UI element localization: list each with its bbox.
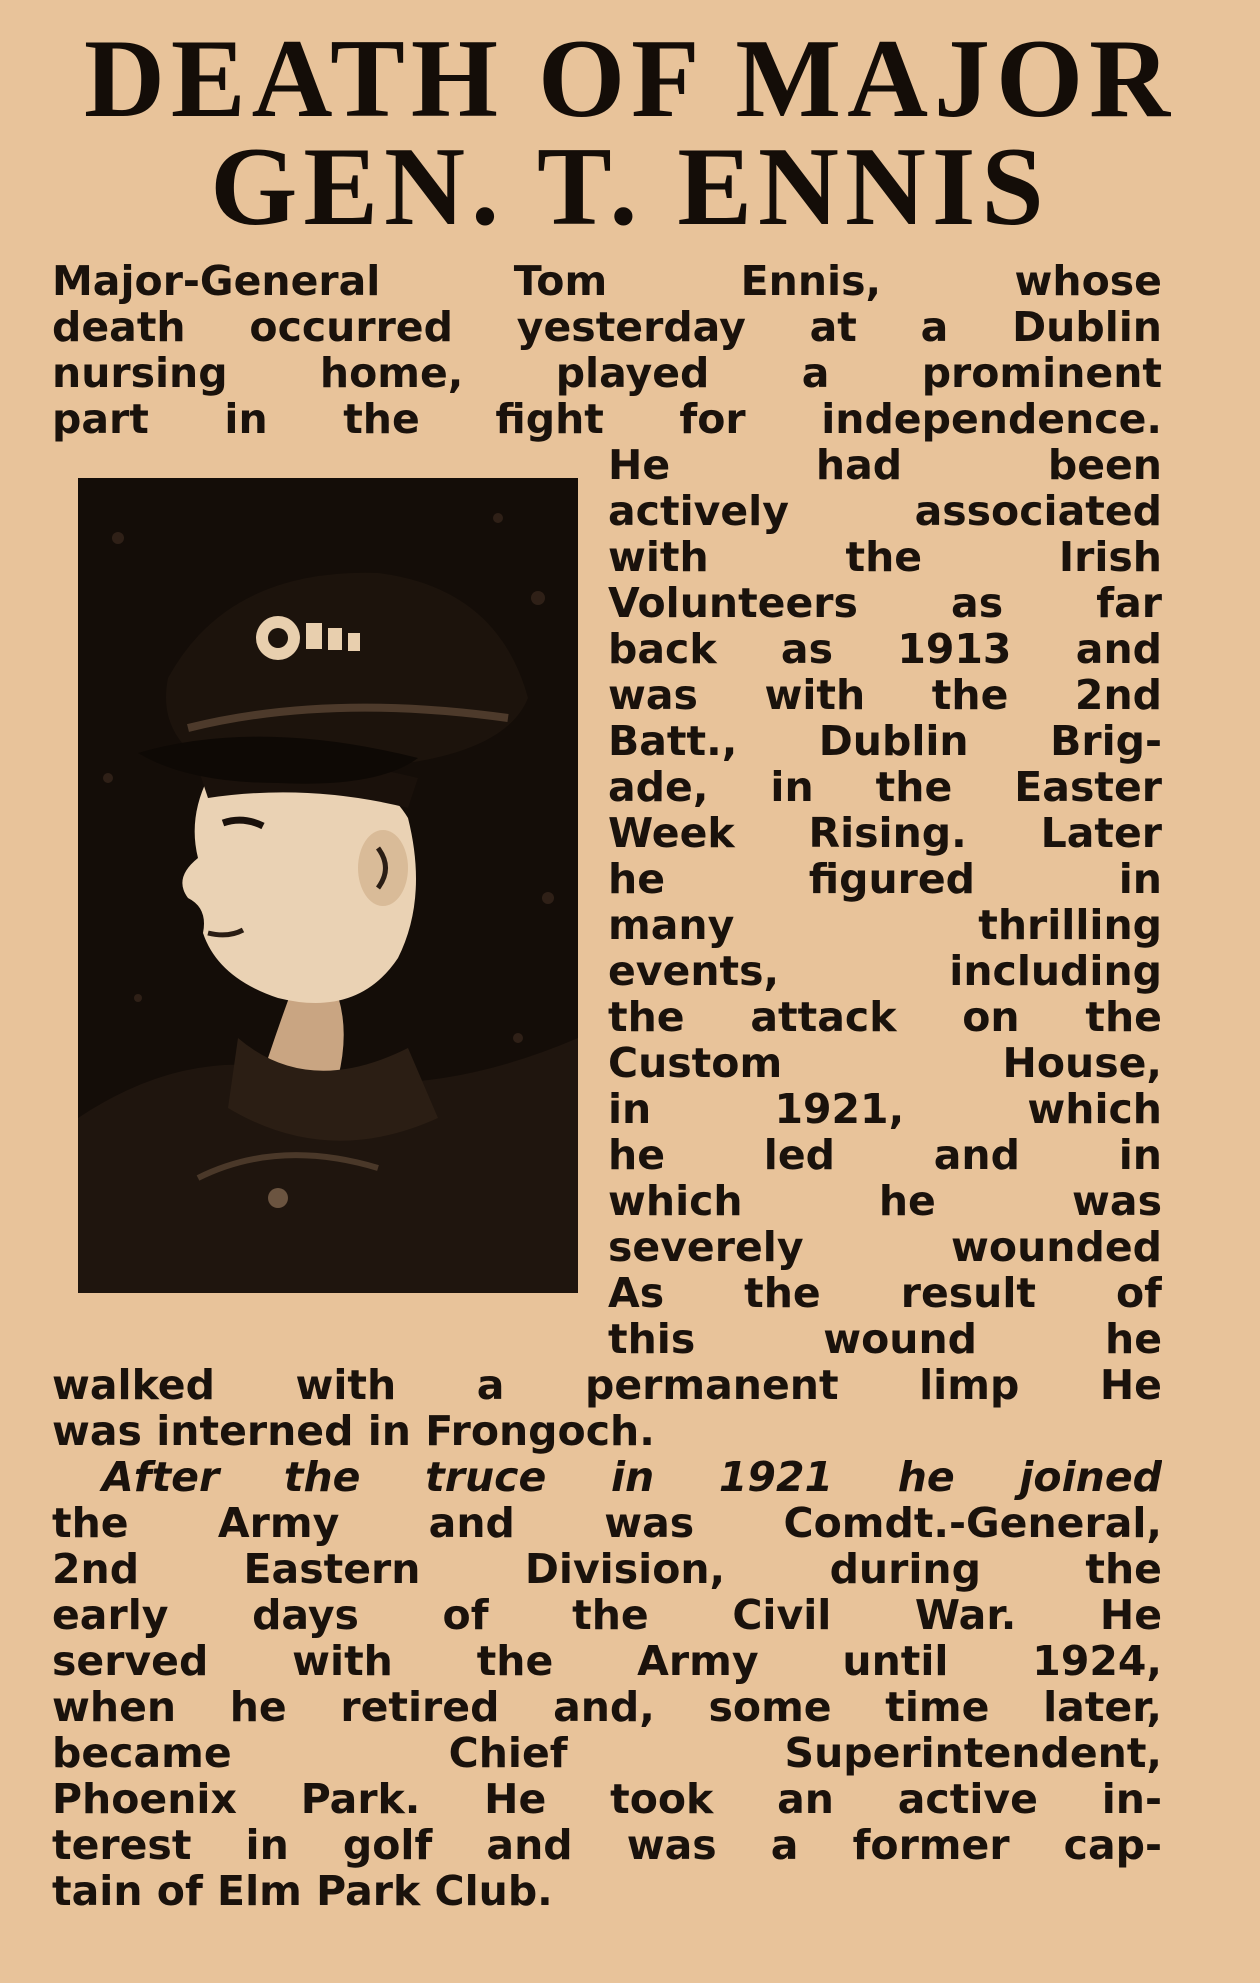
body-line: early days of the Civil War. He bbox=[52, 1592, 1162, 1638]
body-line: death occurred yesterday at a Dublin bbox=[52, 304, 1162, 350]
body-line: Volunteers as far bbox=[608, 580, 1162, 626]
body-line: After the truce in 1921 he joined bbox=[102, 1454, 1162, 1500]
body-line: the attack on the bbox=[608, 994, 1162, 1040]
body-line: 2nd Eastern Division, during the bbox=[52, 1546, 1162, 1592]
body-line: back as 1913 and bbox=[608, 626, 1162, 672]
body-line: terest in golf and was a former cap- bbox=[52, 1822, 1162, 1868]
body-line: was interned in Frongoch. bbox=[52, 1408, 655, 1454]
body-line: many thrilling bbox=[608, 902, 1162, 948]
headline-line-1: DEATH OF MAJOR bbox=[84, 17, 1176, 141]
body-line: became Chief Superintendent, bbox=[52, 1730, 1162, 1776]
body-line: served with the Army until 1924, bbox=[52, 1638, 1162, 1684]
body-line: which he was bbox=[608, 1178, 1162, 1224]
body-line: was with the 2nd bbox=[608, 672, 1162, 718]
headline bbox=[40, 17, 1220, 249]
portrait-photo bbox=[78, 478, 578, 1293]
body-line: severely wounded bbox=[608, 1224, 1162, 1270]
headline-line-2: GEN. T. ENNIS bbox=[210, 125, 1050, 249]
body-line: nursing home, played a prominent bbox=[52, 350, 1162, 396]
body-line: Phoenix Park. He took an active in- bbox=[52, 1776, 1162, 1822]
body-line: Week Rising. Later bbox=[608, 810, 1162, 856]
body-line: As the result of bbox=[608, 1270, 1162, 1316]
body-line: tain of Elm Park Club. bbox=[52, 1868, 553, 1914]
body-line: actively associated bbox=[608, 488, 1162, 534]
body-line: Batt., Dublin Brig- bbox=[608, 718, 1162, 764]
body-line: in 1921, which bbox=[608, 1086, 1162, 1132]
body-line: the Army and was Comdt.-General, bbox=[52, 1500, 1162, 1546]
body-line: ade, in the Easter bbox=[608, 764, 1162, 810]
body-line: this wound he bbox=[608, 1316, 1162, 1362]
body-line: He had been bbox=[608, 442, 1162, 488]
body-line: Custom House, bbox=[608, 1040, 1162, 1086]
body-line: with the Irish bbox=[608, 534, 1162, 580]
body-line: he led and in bbox=[608, 1132, 1162, 1178]
body-line: he figured in bbox=[608, 856, 1162, 902]
body-line: Major-General Tom Ennis, whose bbox=[52, 258, 1162, 304]
body-line: events, including bbox=[608, 948, 1162, 994]
portrait-illustration bbox=[78, 478, 578, 1293]
body-line: walked with a permanent limp He bbox=[52, 1362, 1162, 1408]
body-line: part in the fight for independence. bbox=[52, 396, 1162, 442]
body-line: when he retired and, some time later, bbox=[52, 1684, 1162, 1730]
